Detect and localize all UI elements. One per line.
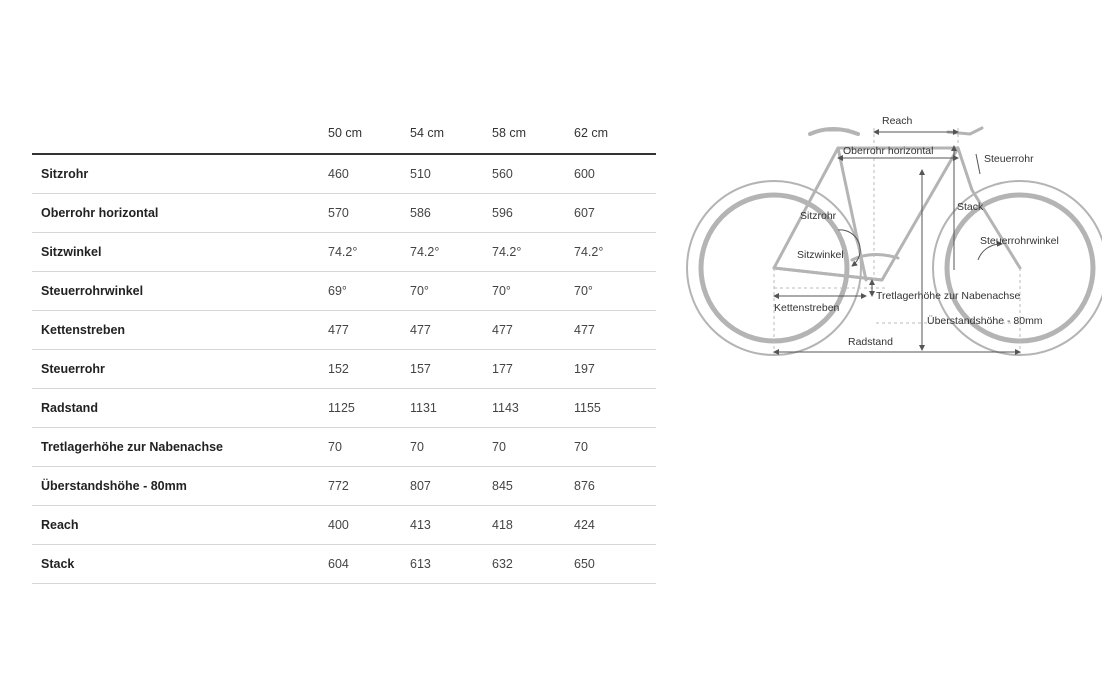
cell-value: 70 [574, 427, 656, 466]
cell-value: 570 [328, 193, 410, 232]
cell-value: 1125 [328, 388, 410, 427]
cell-value: 876 [574, 466, 656, 505]
cell-value: 74.2° [410, 232, 492, 271]
cell-value: 70° [410, 271, 492, 310]
label-reach: Reach [882, 115, 913, 127]
table-row [32, 193, 656, 232]
table-row [32, 427, 656, 466]
cell-value: 586 [410, 193, 492, 232]
label-sitzrohr: Sitzrohr [800, 210, 837, 222]
cell-value: 418 [492, 505, 574, 544]
table-row [32, 466, 656, 505]
row-label: Steuerrohrwinkel [32, 271, 328, 310]
cell-value: 460 [328, 154, 410, 193]
row-label: Reach [32, 505, 328, 544]
table-row [32, 154, 656, 193]
table-row [32, 388, 656, 427]
cell-value: 424 [574, 505, 656, 544]
table-row [32, 349, 656, 388]
cell-value: 604 [328, 544, 410, 583]
row-label: Sitzrohr [32, 154, 328, 193]
row-label: Überstandshöhe - 80mm [32, 466, 328, 505]
cell-value: 1131 [410, 388, 492, 427]
cell-value: 477 [328, 310, 410, 349]
cell-value: 1155 [574, 388, 656, 427]
label-radstand: Radstand [848, 336, 893, 348]
cell-value: 70 [492, 427, 574, 466]
cell-value: 400 [328, 505, 410, 544]
cell-value: 477 [410, 310, 492, 349]
cell-value: 807 [410, 466, 492, 505]
label-kettenstreben: Kettenstreben [774, 302, 840, 314]
row-label: Steuerrohr [32, 349, 328, 388]
cell-value: 607 [574, 193, 656, 232]
cell-value: 157 [410, 349, 492, 388]
cell-value: 70° [574, 271, 656, 310]
cell-value: 560 [492, 154, 574, 193]
row-label: Tretlagerhöhe zur Nabenachse [32, 427, 328, 466]
cell-value: 197 [574, 349, 656, 388]
bike-geometry-diagram [686, 110, 1102, 360]
label-steuerrohr: Steuerrohr [984, 153, 1034, 165]
label-oberrohr: Oberrohr horizontal [843, 145, 934, 157]
size-header: 54 cm [410, 113, 492, 154]
cell-value: 177 [492, 349, 574, 388]
cell-value: 70 [410, 427, 492, 466]
table-row [32, 505, 656, 544]
size-header: 50 cm [328, 113, 410, 154]
cell-value: 70° [492, 271, 574, 310]
size-header: 62 cm [574, 113, 656, 154]
cell-value: 772 [328, 466, 410, 505]
size-header: 58 cm [492, 113, 574, 154]
label-sitzwinkel: Sitzwinkel [797, 249, 844, 261]
table-header-row [32, 113, 656, 154]
cell-value: 74.2° [492, 232, 574, 271]
header-label-cell [32, 113, 328, 154]
table-row [32, 232, 656, 271]
cell-value: 74.2° [328, 232, 410, 271]
row-label: Sitzwinkel [32, 232, 328, 271]
row-label: Oberrohr horizontal [32, 193, 328, 232]
table-row [32, 544, 656, 583]
cell-value: 845 [492, 466, 574, 505]
cell-value: 1143 [492, 388, 574, 427]
cell-value: 477 [492, 310, 574, 349]
label-stack: Stack [957, 201, 984, 213]
row-label: Radstand [32, 388, 328, 427]
cell-value: 477 [574, 310, 656, 349]
cell-value: 70 [328, 427, 410, 466]
cell-value: 413 [410, 505, 492, 544]
label-ueberstand: Überstandshöhe - 80mm [927, 315, 1043, 327]
row-label: Kettenstreben [32, 310, 328, 349]
cell-value: 74.2° [574, 232, 656, 271]
row-label: Stack [32, 544, 328, 583]
cell-value: 650 [574, 544, 656, 583]
geometry-table [32, 113, 656, 584]
cell-value: 632 [492, 544, 574, 583]
table-row [32, 310, 656, 349]
cell-value: 510 [410, 154, 492, 193]
label-steuerrohrwinkel: Steuerrohrwinkel [980, 235, 1059, 247]
cell-value: 69° [328, 271, 410, 310]
cell-value: 596 [492, 193, 574, 232]
cell-value: 152 [328, 349, 410, 388]
label-tretlager: Tretlagerhöhe zur Nabenachse [876, 290, 1021, 302]
cell-value: 613 [410, 544, 492, 583]
cell-value: 600 [574, 154, 656, 193]
table-row [32, 271, 656, 310]
